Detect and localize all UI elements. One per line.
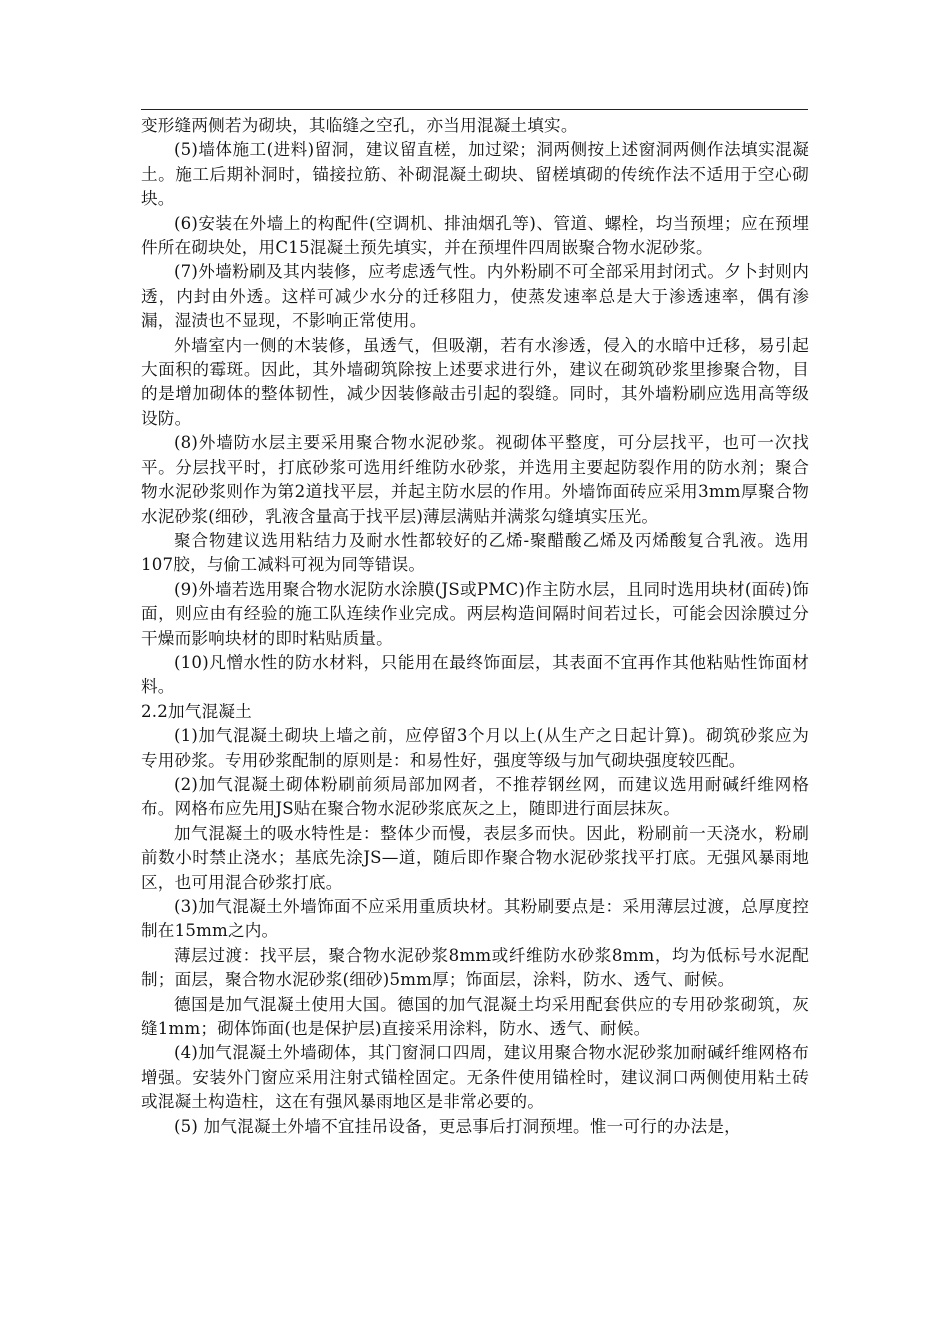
paragraph-item-2: (2)加气混凝土砌体粉刷前须局部加网者，不推荐钢丝网，而建议选用耐碱纤维网格布。网格布应先用JS贴在聚合物水泥砂浆底灰之上，随即进行面层抹灰。 [141, 774, 809, 819]
header-rule [141, 109, 808, 110]
paragraph: 外墙室内一侧的木装修，虽透气，但吸潮，若有水渗透，侵入的水暗中迁移，易引起大面积的霉斑。因此，其外墙砌筑除按上述要求进行外，建议在砌筑砂浆里掺聚合物，目的是增加砌体的整体韧性，减少因装修敲击引起的裂缝。同时，其外墙粉刷应选用高等级设防。 [141, 335, 809, 428]
document-body [141, 114, 809, 1139]
paragraph: 德国是加气混凝土使用大国。德国的加气混凝土均采用配套供应的专用砂浆砌筑，灰缝1mm；砌体饰面(也是保护层)直接采用涂料，防水、透气、耐候。 [141, 994, 809, 1039]
paragraph-item-1: (1)加气混凝土砌块上墙之前，应停留3个月以上(从生产之日起计算)。砌筑砂浆应为专用砂浆。专用砂浆配制的原则是：和易性好，强度等级与加气砌块强度较匹配。 [141, 726, 809, 770]
paragraph-item-6: (6)安装在外墙上的构配件(空调机、排油烟孔等)、管道、螺栓，均当预埋；应在预埋件所在砌块处，用C15混凝土预先填实，并在预埋件四周嵌聚合物水泥砂浆。 [141, 213, 809, 258]
section-heading: 2.2加气混凝土 [141, 701, 252, 721]
paragraph-item-5: (5)墙体施工(进料)留洞，建议留直槎，加过梁；洞两侧按上述窗洞两侧作法填实混凝土。施工后期补洞时，锚接拉筋、补砌混凝土砌块、留槎填砌的传统作法不适用于空心砌块。 [141, 140, 809, 209]
paragraph-item-10: (10)凡憎水性的防水材料，只能用在最终饰面层，其表面不宜再作其他粘贴性饰面材料。 [141, 652, 809, 697]
paragraph: 加气混凝土的吸水特性是：整体少而慢，表层多而快。因此，粉刷前一天浇水，粉刷前数小时禁止浇水；基底先涂JS—道，随后即作聚合物水泥砂浆找平打底。无强风暴雨地区，也可用混合砂浆打底。 [141, 823, 809, 892]
paragraph-item-4: (4)加气混凝土外墙砌体，其门窗洞口四周，建议用聚合物水泥砂浆加耐碱纤维网格布增强。安装外门窗应采用注射式锚栓固定。无条件使用锚栓时，建议洞口两侧使用粘土砖或混凝土构造柱，这在有强风暴雨地区是非常必要的。 [141, 1043, 809, 1112]
paragraph-item-7: (7)外墙粉刷及其内装修，应考虑透气性。内外粉刷不可全部采用封闭式。夕卜封则内透，内封由外透。这样可减少水分的迁移阻力，使蒸发速率总是大于渗透速率，偶有渗漏，湿渍也不显现，不影响正常使用。 [141, 262, 809, 331]
paragraph: 聚合物建议选用粘结力及耐水性都较好的乙烯-聚醋酸乙烯及丙烯酸复合乳液。选用107胶，与偷工减料可视为同等错误。 [141, 530, 809, 575]
paragraph: 变形缝两侧若为砌块，其临缝之空孔，亦当用混凝土填实。 [141, 116, 578, 135]
paragraph-item-3: (3)加气混凝土外墙饰面不应采用重质块材。其粉刷要点是：采用薄层过渡，总厚度控制在15mm之内。 [141, 897, 809, 941]
paragraph-item-8: (8)外墙防水层主要采用聚合物水泥砂浆。视砌体平整度，可分层找平，也可一次找平。分层找平时，打底砂浆可选用纤维防水砂浆，并选用主要起防裂作用的防水剂；聚合物水泥砂浆则作为第2道找平层，并起主防水层的作用。外墙饰面砖应采用3mm厚聚合物水泥砂浆(细砂，乳液含量高于找平层)薄层满贴并满浆勾缝填实压光。 [141, 433, 809, 526]
paragraph-item-5b: (5) 加气混凝土外墙不宜挂吊设备，更忌事后打洞预埋。惟一可行的办法是， [174, 1116, 741, 1136]
paragraph-item-9: (9)外墙若选用聚合物水泥防水涂膜(JS或PMC)作主防水层，且同时选用块材(面砖)饰面，则应由有经验的施工队连续作业完成。两层构造间隔时间若过长，可能会因涂膜过分干燥而影响块材的即时粘贴质量。 [141, 579, 809, 648]
paragraph: 薄层过渡：找平层，聚合物水泥砂浆8mm或纤维防水砂浆8mm，均为低标号水泥配制；面层，聚合物水泥砂浆(细砂)5mm厚；饰面层，涂料，防水、透气、耐候。 [141, 945, 809, 990]
